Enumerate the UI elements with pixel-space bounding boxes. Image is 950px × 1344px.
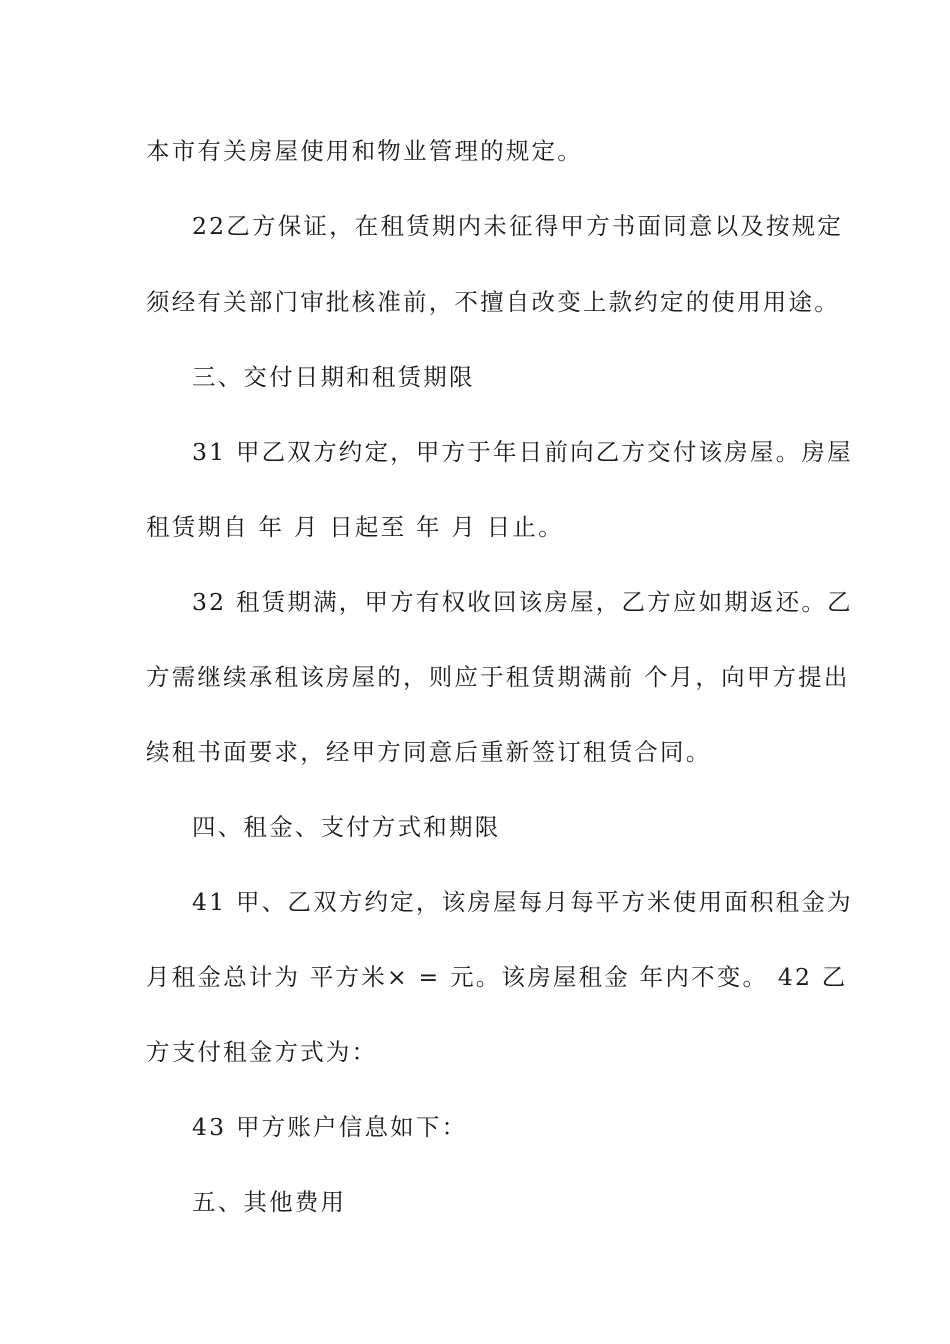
- paragraph-line: 43 甲方账户信息如下：: [192, 1113, 468, 1141]
- paragraph-line: 须经有关部门审批核准前，不擅自改变上款约定的使用用途。: [146, 288, 840, 316]
- section-heading: 五、其他费用: [192, 1188, 347, 1216]
- section-heading: 三、交付日期和租赁期限: [192, 363, 475, 391]
- paragraph-line: 本市有关房屋使用和物业管理的规定。: [146, 137, 583, 165]
- paragraph-line: 租赁期自 年 月 日起至 年 月 日止。: [146, 513, 564, 541]
- paragraph-line: 方需继续承租该房屋的，则应于租赁期满前 个月，向甲方提出: [146, 663, 850, 691]
- paragraph-line: 月租金总计为 平方米× = 元。该房屋租金 年内不变。 42 乙: [146, 963, 848, 991]
- paragraph-line: 41 甲、乙双方约定，该房屋每月每平方米使用面积租金为: [192, 888, 853, 916]
- paragraph-line: 方支付租金方式为：: [146, 1038, 378, 1066]
- paragraph-line: 32 租赁期满，甲方有权收回该房屋，乙方应如期返还。乙: [192, 588, 853, 616]
- paragraph-line: 续租书面要求，经甲方同意后重新签订租赁合同。: [146, 738, 712, 766]
- paragraph-line: 31 甲乙双方约定，甲方于年日前向乙方交付该房屋。房屋: [192, 438, 853, 466]
- section-heading: 四、租金、支付方式和期限: [192, 813, 501, 841]
- paragraph-line: 22乙方保证，在租赁期内未征得甲方书面同意以及按规定: [192, 212, 844, 240]
